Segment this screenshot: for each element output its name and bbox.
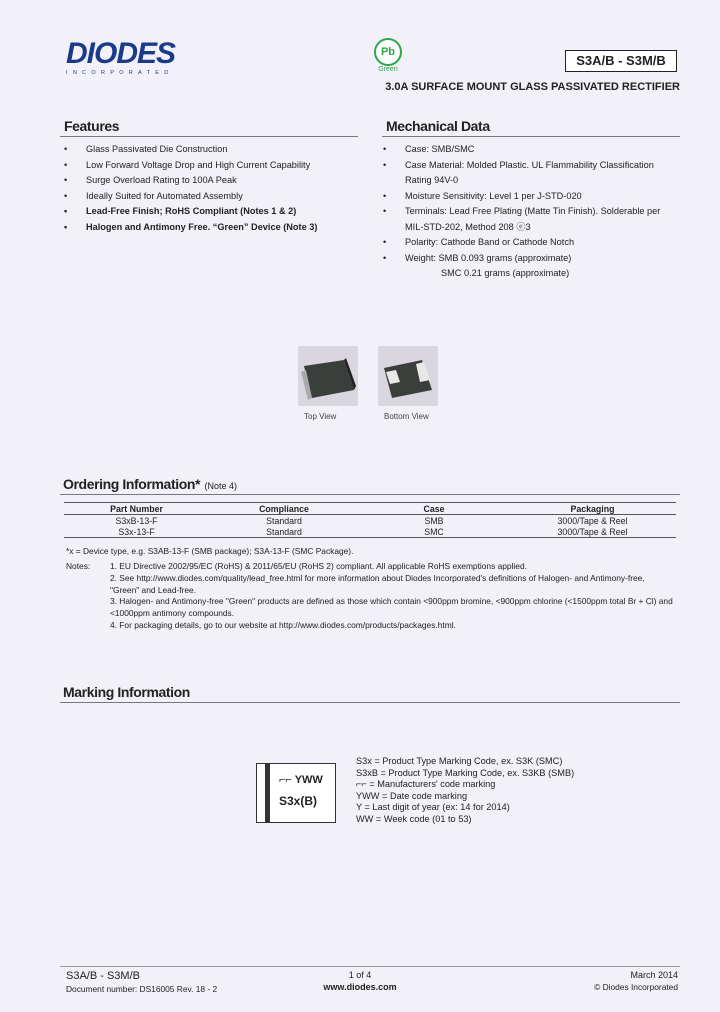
ordering-heading: Ordering Information* <box>63 476 201 492</box>
top-view-caption: Top View <box>304 412 337 421</box>
ordering-divider <box>60 494 680 495</box>
legend-item: ⌐⌐ = Manufacturers' code marking <box>356 779 496 790</box>
logo-text: DIODES <box>66 37 176 70</box>
table-row <box>64 526 676 538</box>
notes-list <box>110 561 676 632</box>
note-item: 4. For packaging details, go to our website at http://www.diodes.com/products/packages.html. <box>110 619 456 630</box>
note-item: 3. Halogen- and Antimony-free "Green" products are defined as those which contain <900ppm bromine, <900ppm chlorine (<1500ppm total Br + Cl) and <1000ppm antimony compounds. <box>110 596 673 619</box>
mechanical-section-header <box>382 116 680 137</box>
table-row <box>64 515 676 527</box>
footer-page-number: 1 of 4 <box>348 970 372 980</box>
column-header: Case <box>359 503 509 515</box>
table-cell: SMC <box>359 526 509 538</box>
logo-subtext: INCORPORATED <box>66 70 174 76</box>
list-item: • Lead-Free Finish; RoHS Compliant (Notes 1 & 2) <box>64 204 358 220</box>
table-cell: S3xB-13-F <box>115 515 158 526</box>
footer-part: S3A/B - S3M/B <box>66 970 140 982</box>
features-heading: Features <box>64 118 120 134</box>
footer-divider <box>60 966 680 967</box>
column-header: Part Number <box>64 503 209 515</box>
table-cell: 3000/Tape & Reel <box>509 526 676 538</box>
list-item: • Moisture Sensitivity: Level 1 per J-STD-020 <box>383 189 673 205</box>
marking-date-code: ⌐⌐ YWW <box>279 774 323 786</box>
table-cell: Standard <box>266 515 302 526</box>
list-item: • Halogen and Antimony Free. “Green” Device (Note 3) <box>64 220 358 236</box>
list-item: • Ideally Suited for Automated Assembly <box>64 189 358 205</box>
cathode-band <box>265 764 270 822</box>
marking-type-code: S3x(B) <box>279 794 318 808</box>
marking-legend <box>356 756 574 826</box>
legend-item: S3xB = Product Type Marking Code, ex. S3KB (SMB) <box>356 767 575 778</box>
legend-item: YWW = Date code marking <box>356 790 468 801</box>
note-item: 2. See http://www.diodes.com/quality/lead_free.html for more information about Diodes Incorporated's definitions of Halogen- and Antimony-free, "Green" and Lead-free. <box>110 572 645 595</box>
list-item: • Surge Overload Rating to 100A Peak <box>64 173 358 189</box>
column-header: Compliance <box>209 503 359 515</box>
top-view-package-image <box>298 346 358 406</box>
bottom-view-package-image <box>378 346 438 406</box>
table-cell: 3000/Tape & Reel <box>557 515 628 526</box>
legend-item: S3x = Product Type Marking Code, ex. S3K (SMC) <box>356 756 563 766</box>
pb-free-icon: Pb <box>374 38 402 66</box>
ordering-footnote: *x = Device type, e.g. S3AB-13-F (SMB package); S3A-13-F (SMC Package). <box>66 546 354 556</box>
list-item: • Case Material: Molded Plastic. UL Flammability Classification Rating 94V-0 <box>383 158 673 189</box>
notes-label: Notes: <box>66 561 91 571</box>
footer-website-link[interactable]: www.diodes.com <box>323 982 397 992</box>
legend-item: WW = Week code (01 to 53) <box>356 813 472 824</box>
footer-copyright: © Diodes Incorporated <box>594 982 678 992</box>
ordering-note-ref: (Note 4) <box>204 481 238 491</box>
green-label: Green <box>378 66 398 73</box>
part-title: S3A/B - S3M/B <box>565 50 677 72</box>
marking-diagram <box>256 763 336 823</box>
column-header: Packaging <box>509 503 676 515</box>
marking-section-header <box>60 682 680 703</box>
table-cell: SMB <box>424 515 444 526</box>
mechanical-heading: Mechanical Data <box>386 118 490 134</box>
table-cell: Standard <box>209 526 359 538</box>
ordering-table <box>64 502 676 538</box>
features-section-header <box>60 116 358 137</box>
table-cell: S3x-13-F <box>64 526 209 538</box>
bottom-view-caption: Bottom View <box>384 412 429 421</box>
note-item: 1. EU Directive 2002/95/EC (RoHS) & 2011/65/EU (RoHS 2) compliant. All applicable RoHS exemptions applied. <box>110 561 527 571</box>
list-item: • Low Forward Voltage Drop and High Current Capability <box>64 158 358 174</box>
list-item: • Case: SMB/SMC <box>383 142 673 158</box>
list-item: • Terminals: Lead Free Plating (Matte Tin Finish). Solderable per MIL-STD-202, Method 208 ⓔ3 <box>383 204 673 235</box>
list-item: • Polarity: Cathode Band or Cathode Notch <box>383 235 673 251</box>
footer-document-number: Document number: DS16005 Rev. 18 - 2 <box>66 984 218 994</box>
table-header-row <box>64 503 676 515</box>
features-list <box>64 142 358 235</box>
legend-item: Y = Last digit of year (ex: 14 for 2014) <box>356 802 510 813</box>
mechanical-list <box>383 142 673 266</box>
list-item: • Glass Passivated Die Construction <box>64 142 358 158</box>
marking-heading: Marking Information <box>63 684 190 700</box>
diodes-logo <box>66 37 176 76</box>
list-item: • Weight: SMB 0.093 grams (approximate) <box>383 251 673 267</box>
weight-smc: SMC 0.21 grams (approximate) <box>441 268 570 278</box>
page-subtitle: 3.0A SURFACE MOUNT GLASS PASSIVATED RECTIFIER <box>385 81 680 93</box>
footer-date: March 2014 <box>630 970 678 980</box>
ordering-heading-row <box>63 476 237 494</box>
